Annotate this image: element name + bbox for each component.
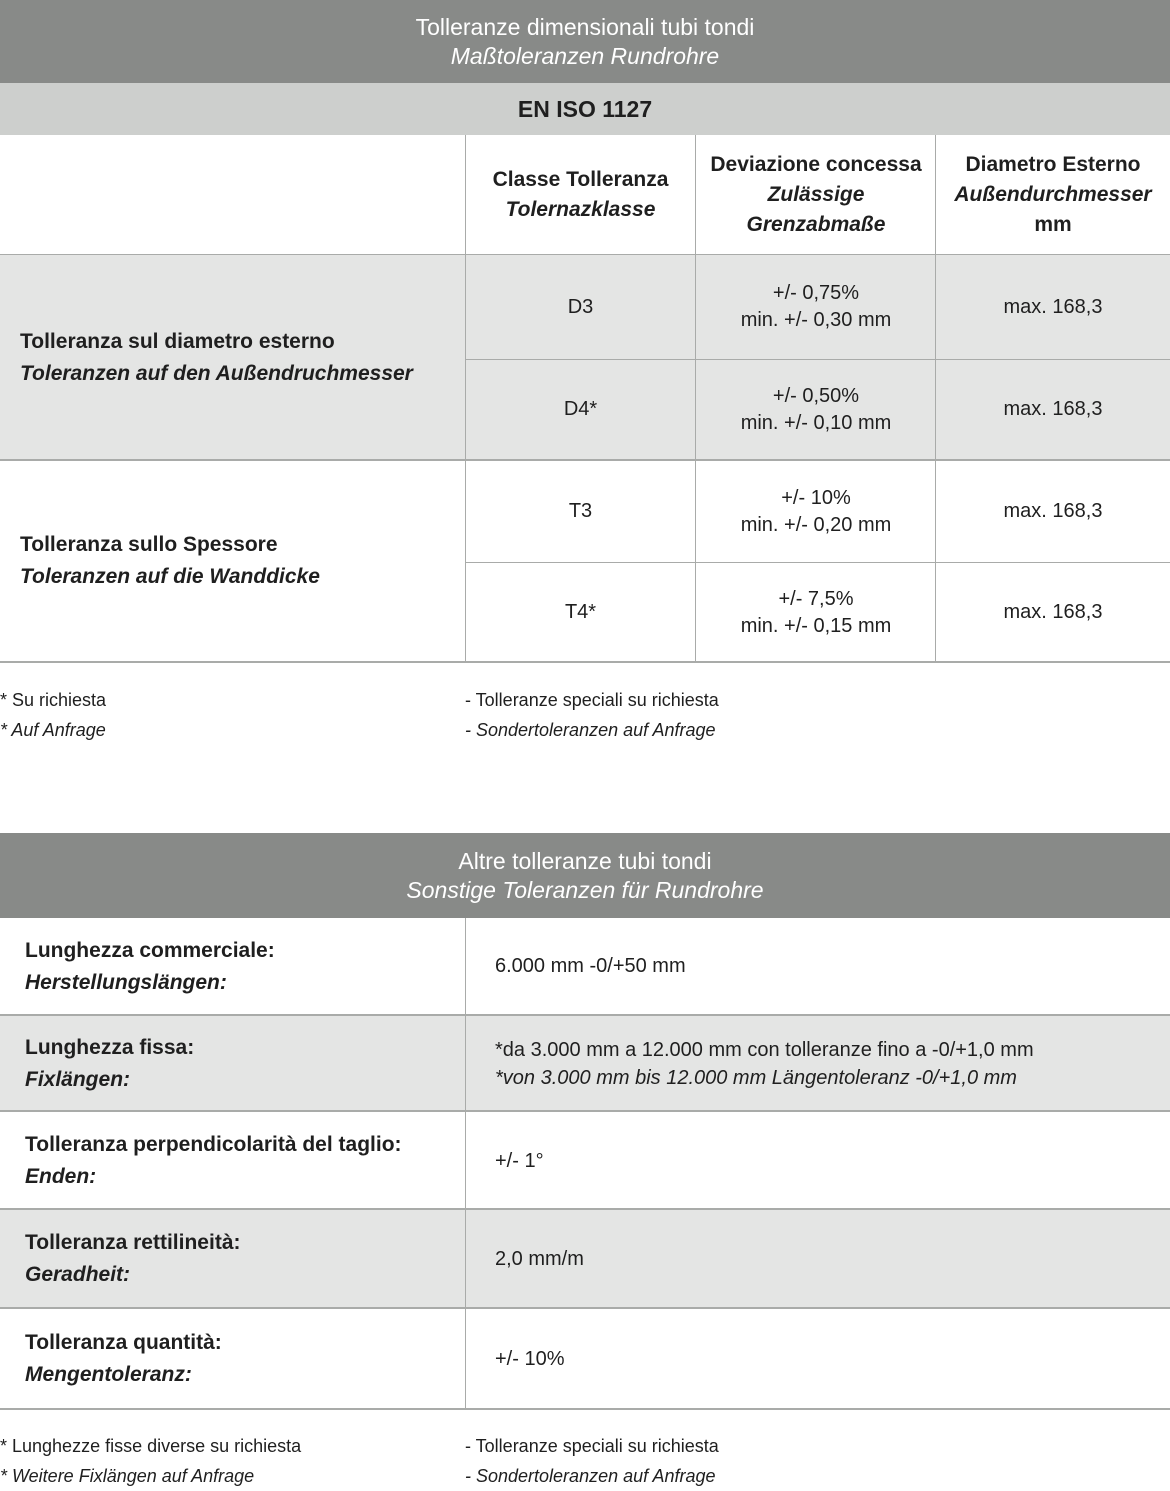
divider: [0, 1408, 1170, 1410]
table-cell-diameter: [936, 255, 1170, 359]
table-cell-class: [465, 255, 696, 359]
footnote-left: [0, 685, 440, 745]
label-it: Lunghezza fissa:: [25, 1035, 195, 1059]
deviation-min: min. +/- 0,10 mm: [740, 411, 892, 434]
standard-bar: [0, 83, 1170, 135]
divider: [0, 1208, 1170, 1210]
table1-title-de: Maßtoleranzen Rundrohre: [450, 42, 720, 69]
standard-label: EN ISO 1127: [517, 95, 653, 122]
col-header-deviation: [696, 135, 936, 255]
col-header-diameter-it: Diametro Esterno: [965, 153, 1141, 176]
divider: [695, 135, 696, 662]
col-header-diameter: [936, 135, 1170, 255]
class-value: T3: [568, 500, 593, 522]
deviation-min: min. +/- 0,20 mm: [740, 513, 892, 536]
tolerance-row-value: [465, 1309, 1170, 1409]
label-it: Tolleranza perpendicolarità del taglio:: [25, 1132, 402, 1156]
label-it: Tolleranza quantità:: [25, 1331, 222, 1354]
divider: [465, 359, 1170, 360]
col-header-deviation-de: Zulässige Grenzabmaße: [746, 183, 886, 236]
tolerance-row-value: [465, 918, 1170, 1015]
value-it: +/- 1°: [495, 1149, 544, 1172]
col-header-deviation-it: Deviazione concessa: [710, 153, 922, 176]
divider: [0, 1014, 1170, 1016]
footnote-left-it: * Lunghezze fisse diverse su richiesta: [0, 1436, 302, 1456]
footnote-right-de: - Sondertoleranzen auf Anfrage: [465, 1466, 716, 1486]
footnote-left-de: * Auf Anfrage: [0, 720, 106, 740]
footnote-right: [465, 685, 1065, 745]
table2-title-it: Altre tolleranze tubi tondi: [458, 847, 712, 874]
tolerance-row-label: [0, 918, 465, 1015]
label-de: Enden:: [25, 1164, 97, 1188]
table1-title-bar: [0, 0, 1170, 83]
table-cell-deviation: [696, 359, 936, 460]
group2-label-de: Toleranzen auf die Wanddicke: [20, 565, 320, 588]
divider: [0, 1110, 1170, 1112]
footnote-right-de: - Sondertoleranzen auf Anfrage: [465, 720, 716, 740]
deviation-percent: +/- 0,75%: [772, 282, 860, 304]
divider: [0, 661, 1170, 663]
label-de: Geradheit:: [25, 1263, 131, 1286]
divider: [0, 254, 1170, 255]
label-de: Mengentoleranz:: [25, 1363, 192, 1386]
table-cell-deviation: [696, 255, 936, 359]
footnote-left: [0, 1431, 460, 1491]
tolerance-row-label: [0, 1016, 465, 1111]
footnote-right-it: - Tolleranze speciali su richiesta: [465, 1436, 719, 1456]
class-value: T4*: [564, 601, 597, 623]
tolerance-row-value: [465, 1210, 1170, 1308]
footnote-left-it: * Su richiesta: [0, 690, 107, 710]
label-it: Tolleranza rettilineità:: [25, 1231, 241, 1254]
deviation-percent: +/- 7,5%: [778, 587, 854, 610]
divider: [0, 1307, 1170, 1309]
table-cell-diameter: [936, 460, 1170, 563]
col-header-diameter-de: Außendurchmesser: [954, 183, 1152, 206]
tolerance-row-label: [0, 1210, 465, 1308]
class-value: D3: [567, 295, 594, 318]
diameter-value: max. 168,3: [1003, 500, 1103, 522]
table2-title-bar: [0, 833, 1170, 918]
deviation-min: min. +/- 0,30 mm: [740, 309, 892, 331]
group1-label-it: Tolleranza sul diametro esterno: [20, 329, 335, 353]
tolerance-row-label: [0, 1309, 465, 1409]
table-cell-deviation: [696, 460, 936, 563]
footnote-left-de: * Weitere Fixlängen auf Anfrage: [0, 1466, 255, 1486]
deviation-percent: +/- 10%: [781, 486, 851, 509]
group1-label-de: Toleranzen auf den Außendruchmesser: [20, 361, 413, 385]
group2-label: [0, 460, 465, 662]
footnote-right-it: - Tolleranze speciali su richiesta: [465, 690, 719, 710]
diameter-value: max. 168,3: [1003, 398, 1103, 420]
table-cell-diameter: [936, 563, 1170, 662]
col-header-class: [465, 135, 696, 255]
table-cell-class: [465, 563, 696, 662]
col-header-diameter-unit: mm: [1034, 213, 1072, 236]
table2-title-de: Sonstige Toleranzen für Rundrohre: [406, 876, 764, 903]
divider: [0, 459, 1170, 461]
divider: [465, 562, 1170, 563]
table1-title-it: Tolleranze dimensionali tubi tondi: [415, 13, 755, 40]
group2-label-it: Tolleranza sullo Spessore: [20, 533, 278, 556]
table-cell-deviation: [696, 563, 936, 662]
table-cell-diameter: [936, 359, 1170, 460]
divider: [465, 918, 466, 1409]
diameter-value: max. 168,3: [1003, 295, 1103, 318]
divider: [465, 135, 466, 662]
label-de: Fixlängen:: [25, 1067, 131, 1091]
footnote-right: [465, 1431, 1065, 1491]
value-it: +/- 10%: [495, 1348, 565, 1370]
label-de: Herstellungslängen:: [25, 970, 227, 994]
value-it: 6.000 mm -0/+50 mm: [495, 954, 686, 977]
table-cell-class: [465, 359, 696, 460]
deviation-percent: +/- 0,50%: [772, 384, 860, 407]
divider: [935, 135, 936, 662]
col-header-class-de: Tolernazklasse: [505, 198, 656, 221]
class-value: D4*: [563, 398, 598, 420]
diameter-value: max. 168,3: [1003, 601, 1103, 623]
value-de: *von 3.000 mm bis 12.000 mm Längentoleranz -0/+1,0 mm: [495, 1066, 1017, 1089]
tolerance-row-value: [465, 1112, 1170, 1209]
value-it: 2,0 mm/m: [495, 1248, 584, 1270]
tolerance-row-label: [0, 1112, 465, 1209]
label-it: Lunghezza commerciale:: [25, 938, 275, 962]
table-cell-class: [465, 460, 696, 563]
value-it: *da 3.000 mm a 12.000 mm con tolleranze fino a -0/+1,0 mm: [495, 1038, 1034, 1061]
tolerance-row-value: [465, 1016, 1170, 1111]
col-header-class-it: Classe Tolleranza: [492, 168, 669, 191]
deviation-min: min. +/- 0,15 mm: [740, 614, 892, 637]
group1-label: [0, 255, 465, 460]
